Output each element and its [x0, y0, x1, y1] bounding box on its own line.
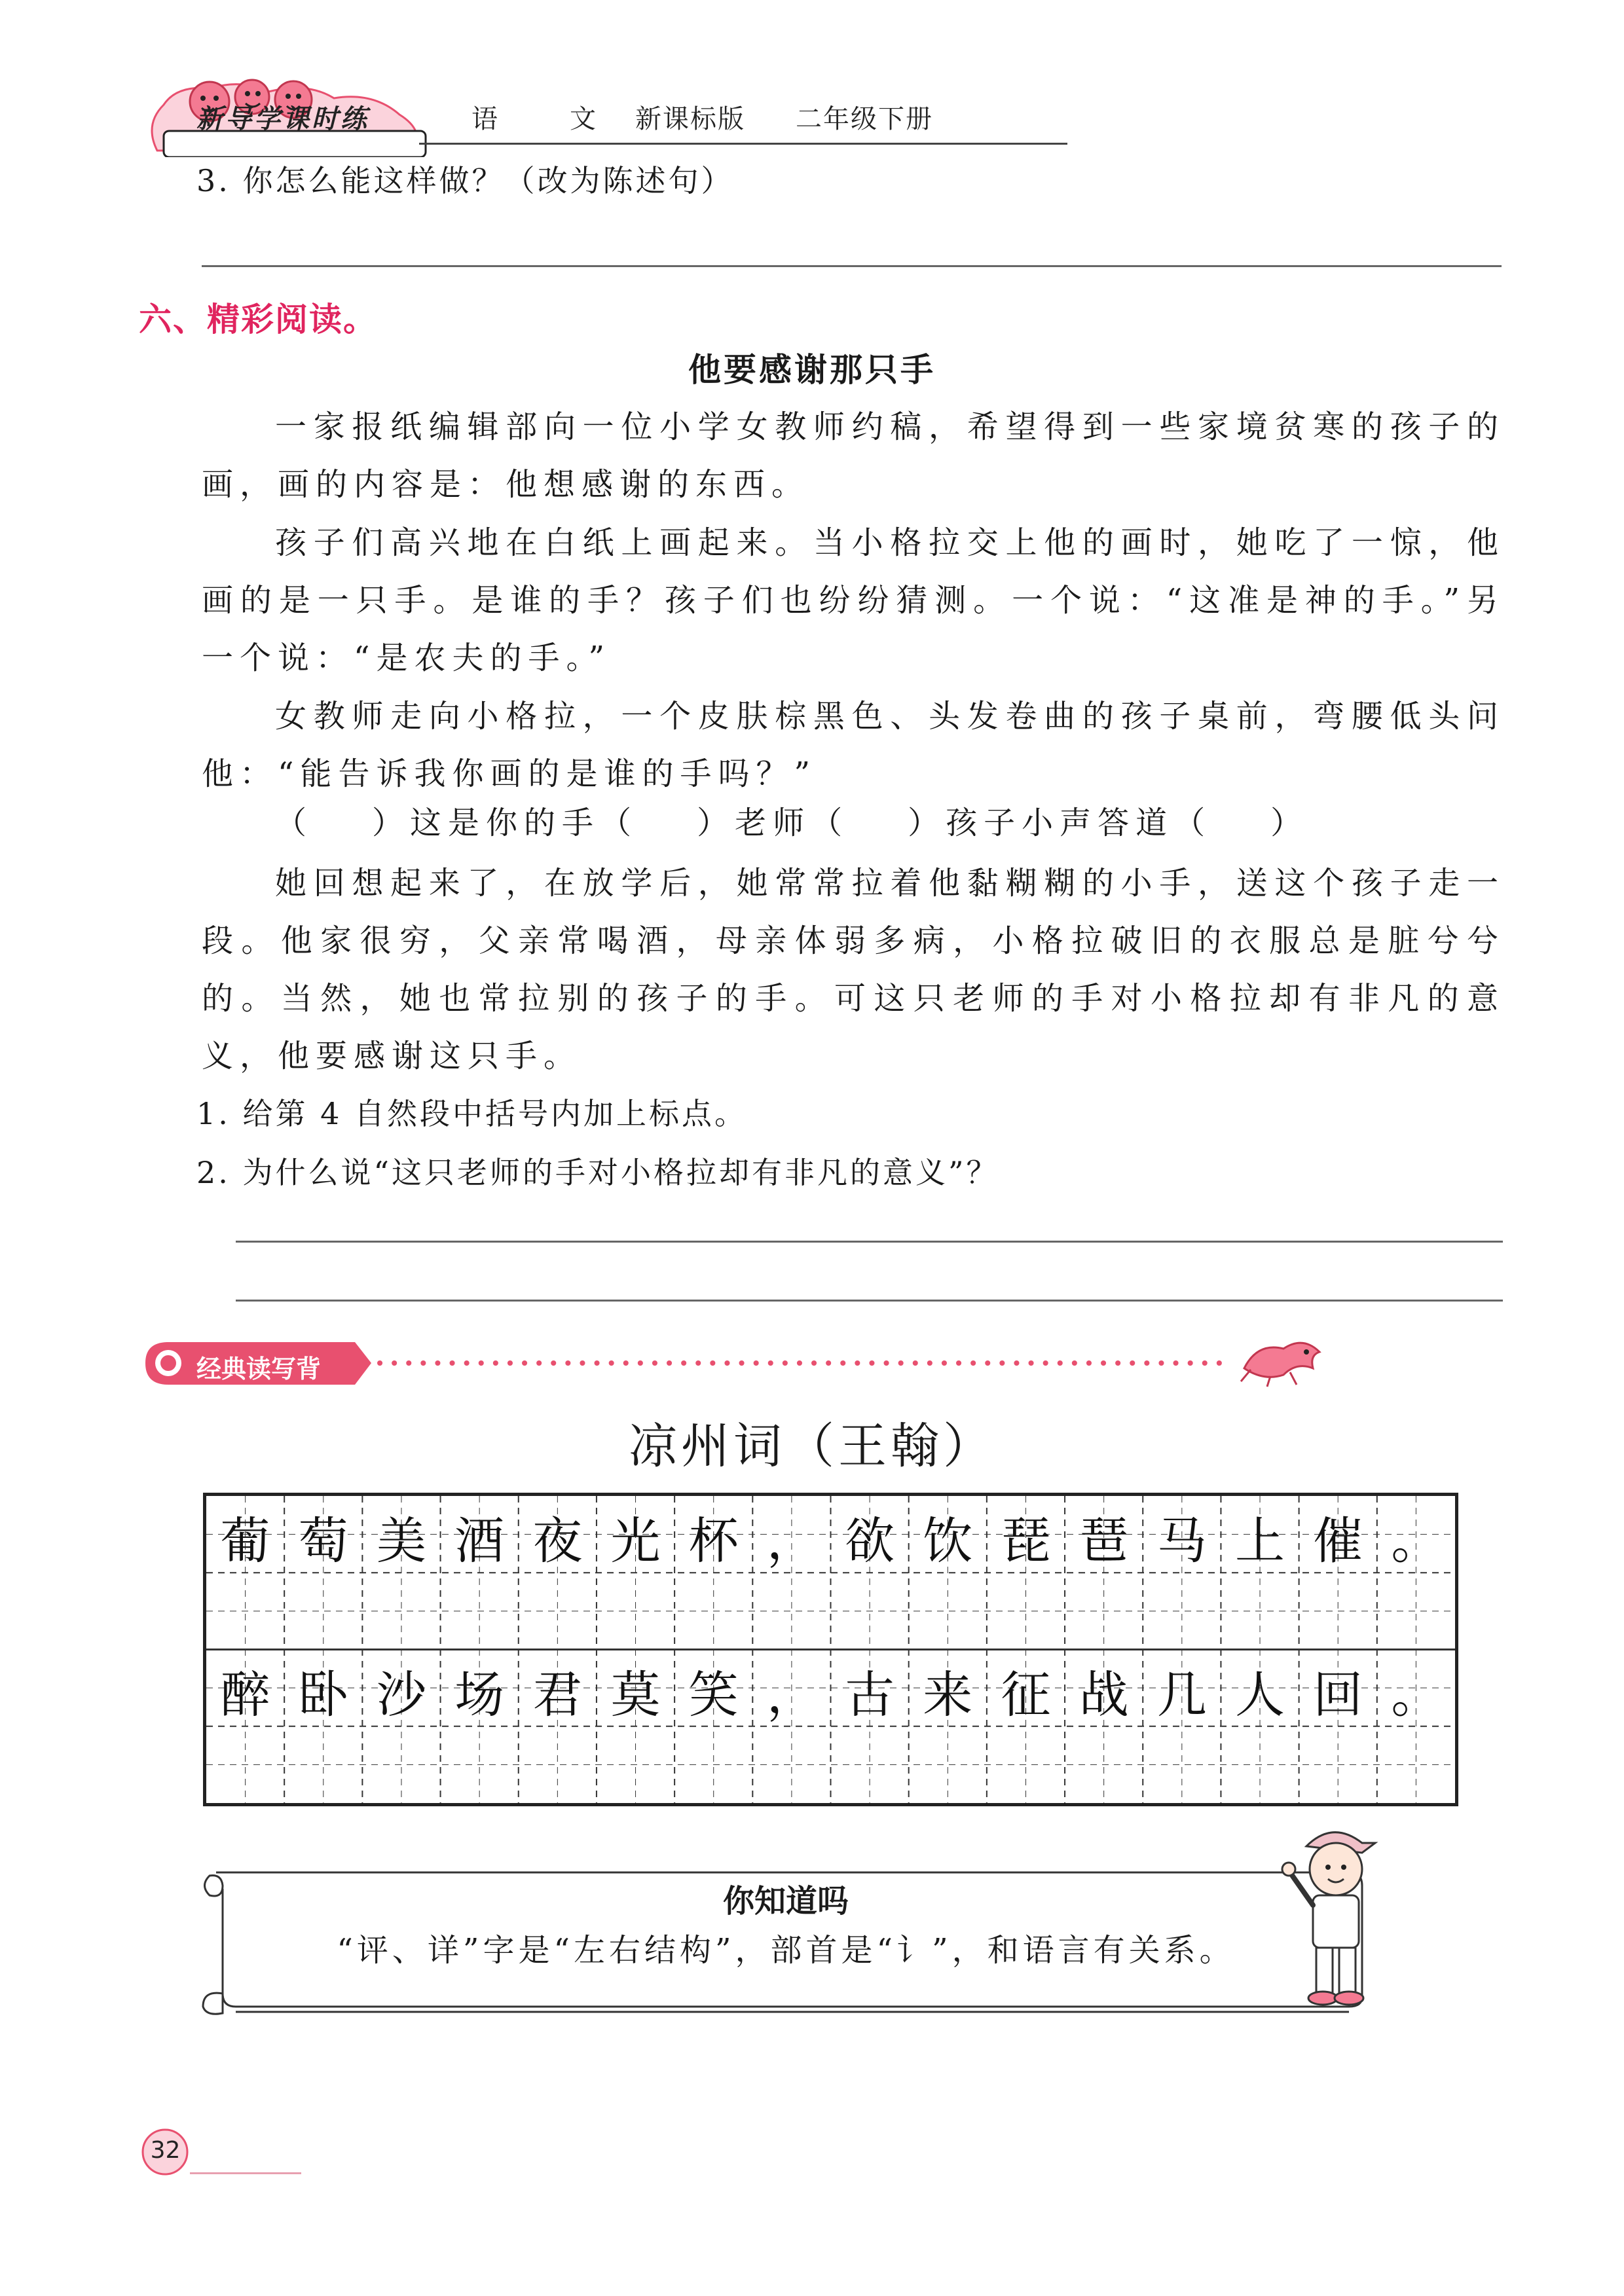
poem-char: 萄 [298, 1512, 348, 1570]
poem-char: 征 [1001, 1665, 1051, 1724]
boy-mascot-icon [1277, 1813, 1388, 2010]
poem-char: 卧 [298, 1665, 348, 1724]
header-grade: 二年级下册 [796, 104, 933, 134]
classic-banner-label: 经典读写背 [196, 1355, 322, 1383]
poem-char: 场 [454, 1665, 505, 1724]
story-title: 他要感谢那只手 [688, 351, 936, 389]
paren-close: ） [697, 805, 735, 841]
poem-char: 琶 [1079, 1512, 1129, 1570]
poem-char: 沙 [376, 1665, 426, 1724]
paren-close: ） [372, 805, 411, 841]
section-title: 六、精彩阅读。 [139, 301, 377, 338]
poem-title: 凉州词（王翰） [629, 1418, 995, 1474]
poem-char: 莫 [610, 1665, 661, 1724]
answer-line-q3[interactable] [202, 265, 1502, 267]
story-paragraph-3: 女教师走向小格拉，一个皮肤棕黑色、头发卷曲的孩子桌前，弯腰低头问他：“能告诉我你画的是谁的手吗？” [202, 698, 1505, 792]
poem-char: 人 [1235, 1665, 1285, 1724]
header-edition: 新课标版 [635, 104, 745, 134]
paren-close: ） [1270, 805, 1309, 841]
para4-segment-1: 这是你的手 [410, 805, 600, 841]
poem-char: 古 [845, 1665, 895, 1724]
did-you-know-title: 你知道吗 [722, 1883, 849, 1920]
poem-char: 笑 [688, 1665, 739, 1724]
poem-char: ， [766, 1665, 817, 1724]
did-you-know-text: “评、详”字是“左右结构”，部首是“讠”，和语言有关系。 [337, 1932, 1235, 1969]
poem-char: 杯 [688, 1512, 739, 1570]
poem-char: 上 [1235, 1512, 1285, 1570]
poem-char: 琵 [1001, 1512, 1051, 1570]
writing-grid [203, 1493, 1458, 1806]
poem-char: ， [766, 1512, 817, 1570]
paren-open: （ [811, 805, 849, 841]
para4-segment-2: 老师 [735, 805, 811, 841]
paren-open: （ [1173, 805, 1212, 841]
reading-question-1: 1. 给第 4 自然段中括号内加上标点。 [196, 1096, 748, 1131]
para4-segment-3: 孩子小声答道 [946, 805, 1174, 841]
page-number: 32 [150, 2137, 181, 2164]
paren-close: ） [908, 805, 946, 841]
paren-open: （ [600, 805, 638, 841]
story-paragraph-2: 孩子们高兴地在白纸上画起来。当小格拉交上他的画时，她吃了一惊，他画的是一只手。是谁的手？孩子们也纷纷猜测。一个说：“这准是神的手。”另一个说：“是农夫的手。” [202, 524, 1505, 676]
story-paragraph-5: 她回想起来了，在放学后，她常常拉着他黏糊糊的小手，送这个孩子走一段。他家很穷，父亲常喝酒，母亲体弱多病，小格拉破旧的衣服总是脏兮兮的。当然，她也常拉别的孩子的手。可这只老师的手对小格拉却有非凡的意义，他要感谢这只手。 [202, 865, 1505, 1074]
poem-char: 夜 [532, 1512, 583, 1570]
poem-char: 欲 [845, 1512, 895, 1570]
reading-question-2: 2. 为什么说“这只老师的手对小格拉却有非凡的意义”？ [196, 1155, 999, 1190]
poem-char: 战 [1079, 1665, 1129, 1724]
poem-char: 光 [610, 1512, 661, 1570]
page-number-rule [190, 2172, 301, 2174]
poem-char: 饮 [923, 1512, 973, 1570]
poem-char: 催 [1313, 1512, 1363, 1570]
answer-line-1[interactable] [236, 1241, 1503, 1243]
poem-char: 来 [923, 1665, 973, 1724]
dragon-decoration-icon [1238, 1322, 1329, 1388]
brand-title: 新导学课时练 [196, 104, 369, 134]
header-rule [419, 143, 1067, 145]
paren-open: （ [275, 805, 314, 841]
question-3: 3. 你怎么能这样做？（改为陈述句） [196, 163, 734, 198]
poem-char: 。 [1391, 1665, 1441, 1724]
poem-char: 回 [1313, 1665, 1363, 1724]
poem-char: 君 [532, 1665, 583, 1724]
story-paragraph-4 [202, 797, 1308, 843]
poem-char: 美 [376, 1512, 426, 1570]
poem-char: 。 [1391, 1512, 1441, 1570]
poem-char: 葡 [220, 1512, 270, 1570]
header-subject-char-1: 语 [471, 104, 498, 134]
poem-char: 醉 [220, 1665, 270, 1724]
story-paragraph-1: 一家报纸编辑部向一位小学女教师约稿，希望得到一些家境贫寒的孩子的画，画的内容是：他想感谢的东西。 [202, 409, 1505, 503]
poem-char: 酒 [454, 1512, 505, 1570]
poem-char: 几 [1156, 1665, 1207, 1724]
header-subject-char-2: 文 [570, 104, 596, 134]
answer-line-2[interactable] [236, 1300, 1503, 1302]
poem-char: 马 [1156, 1512, 1207, 1570]
banner-dotted-line [377, 1360, 1234, 1366]
